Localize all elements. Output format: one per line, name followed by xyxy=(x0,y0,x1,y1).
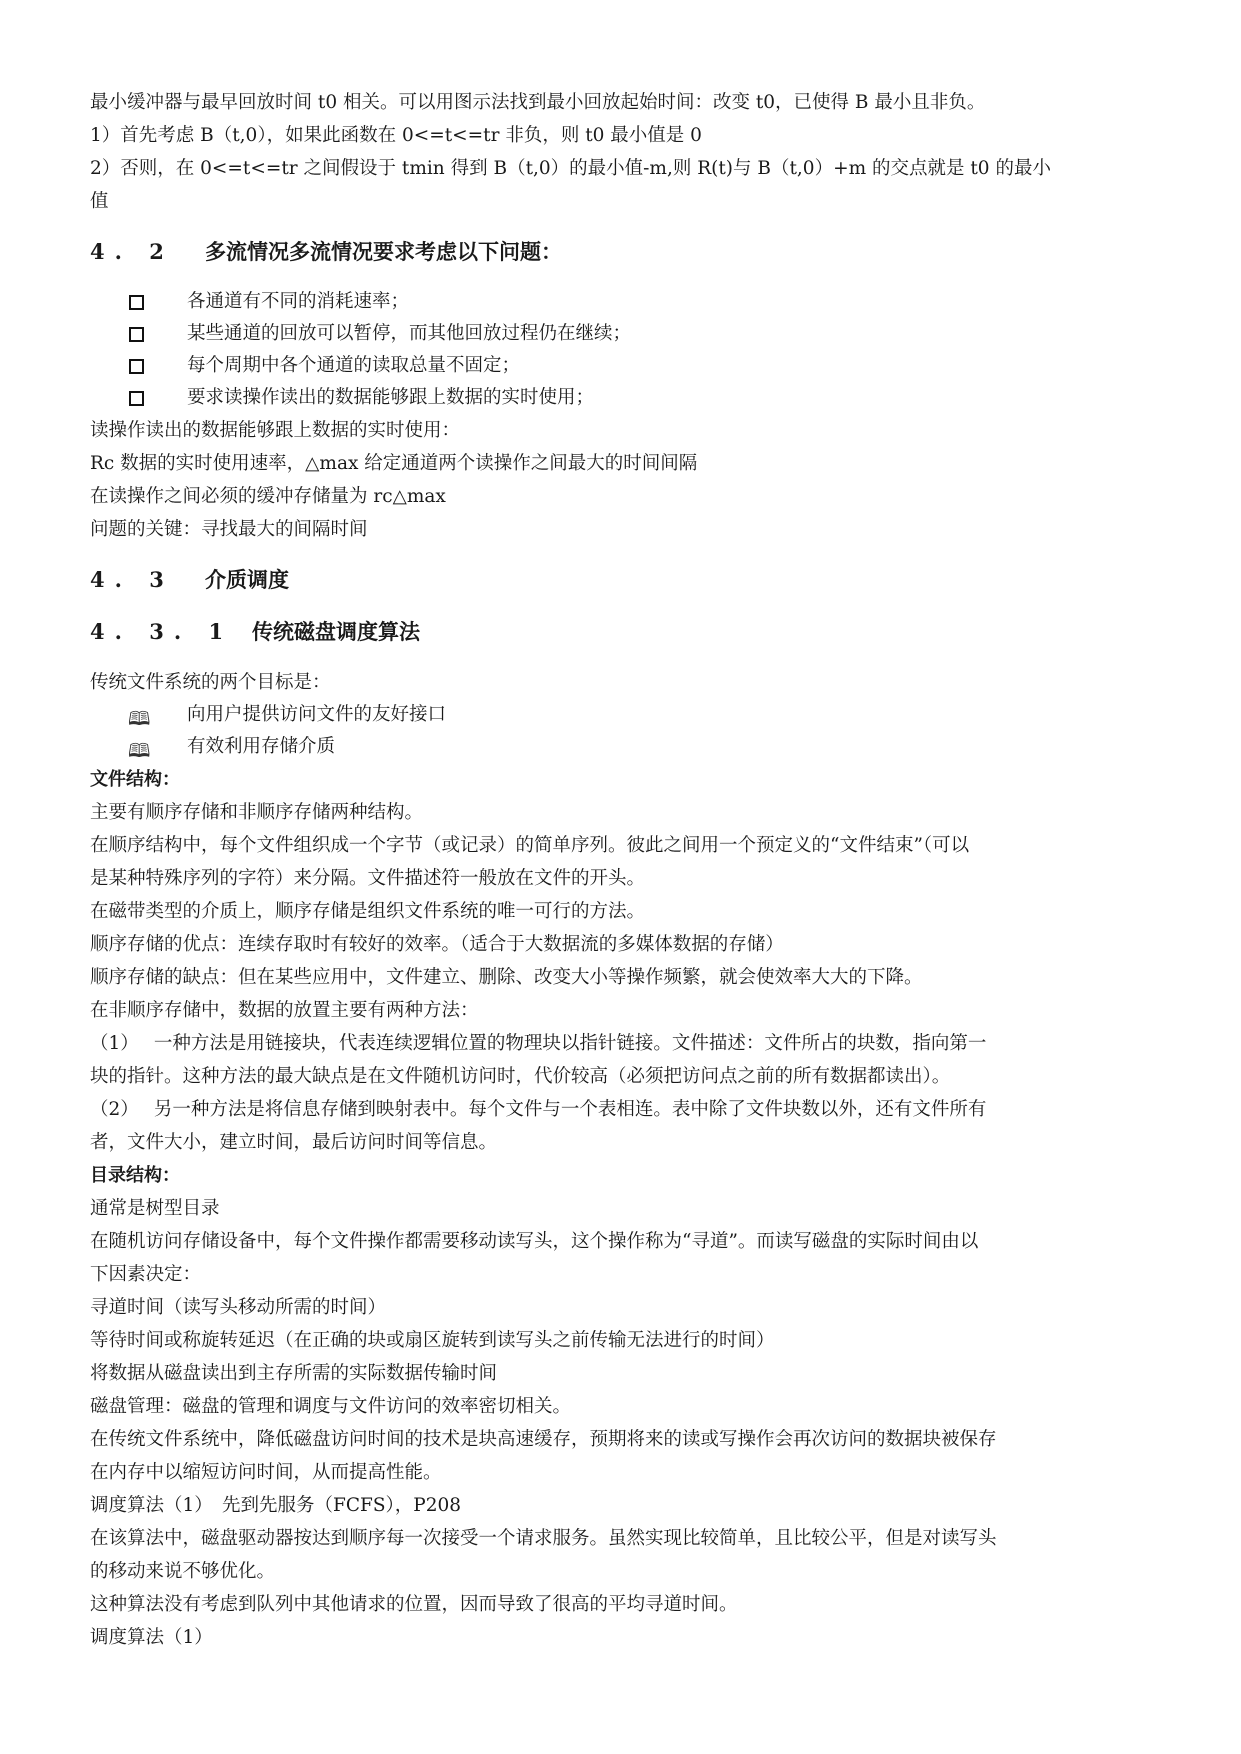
section-number: 4. 3. 1 xyxy=(90,619,234,644)
list-item xyxy=(90,731,1152,763)
paragraph: 在顺序结构中，每个文件组织成一个字节（或记录）的简单序列。彼此之间用一个预定义的“文件结束”（可以 xyxy=(90,835,970,856)
square-bullet-icon xyxy=(129,359,144,374)
list-item-text: 要求读操作读出的数据能够跟上数据的实时使用； xyxy=(187,387,595,408)
section-number: 4. 2 xyxy=(90,239,174,264)
section-title: 介质调度 xyxy=(205,567,289,592)
list-item-text: 某些通道的回放可以暂停，而其他回放过程仍在继续； xyxy=(187,323,632,344)
section-title: 多流情况多流情况要求考虑以下问题： xyxy=(205,239,562,264)
paragraph: 在随机访问存储设备中，每个文件操作都需要移动读写头，这个操作称为“寻道”。而读写磁盘的实际时间由以 xyxy=(90,1231,979,1252)
square-bullet-icon xyxy=(129,391,144,406)
square-bullet-icon xyxy=(129,295,144,310)
paragraph: Rc 数据的实时使用速率，△max 给定通道两个读操作之间最大的时间间隔 xyxy=(90,453,698,474)
list-item-text: 有效利用存储介质 xyxy=(187,736,336,757)
paragraph: 者，文件大小，建立时间，最后访问时间等信息。 xyxy=(90,1132,498,1153)
document-page xyxy=(90,86,1152,1654)
list-item xyxy=(90,286,1152,318)
section-number: 4. 3 xyxy=(90,567,174,592)
paragraph: 顺序存储的优点：连续存取时有较好的效率。（适合于大数据流的多媒体数据的存储） xyxy=(90,934,784,955)
intro-line-3: 2）否则，在 0<=t<=tr 之间假设于 tmin 得到 B（t,0）的最小值-m,则 R(t)与 B（t,0）+m 的交点就是 t0 的最小 xyxy=(90,158,1051,179)
paragraph: 在读操作之间必须的缓冲存储量为 rc△max xyxy=(90,486,446,507)
paragraph: 寻道时间（读写头移动所需的时间） xyxy=(90,1297,387,1318)
paragraph: 在该算法中，磁盘驱动器按达到顺序每一次接受一个请求服务。虽然实现比较简单，且比较公平，但是对读写头 xyxy=(90,1528,997,1549)
paragraph: 在磁带类型的介质上，顺序存储是组织文件系统的唯一可行的方法。 xyxy=(90,901,646,922)
book-icon: 🕮 xyxy=(128,708,151,730)
paragraph: 顺序存储的缺点：但在某些应用中，文件建立、删除、改变大小等操作频繁，就会使效率大大的下降。 xyxy=(90,967,923,988)
paragraph: 的移动来说不够优化。 xyxy=(90,1561,276,1582)
paragraph: 是某种特殊序列的字符）来分隔。文件描述符一般放在文件的开头。 xyxy=(90,868,646,889)
book-icon: 🕮 xyxy=(128,740,151,762)
paragraph: 下因素决定： xyxy=(90,1264,202,1285)
section-title: 传统磁盘调度算法 xyxy=(252,619,420,644)
section-4-2-heading xyxy=(90,234,1152,270)
intro-line-1: 最小缓冲器与最早回放时间 t0 相关。可以用图示法找到最小回放起始时间：改变 t0，已使得 B 最小且非负。 xyxy=(90,92,986,113)
paragraph: 调度算法（1） 先到先服务（FCFS），P208 xyxy=(90,1495,462,1516)
paragraph: 调度算法（1） xyxy=(90,1627,213,1648)
list-item-text: 每个周期中各个通道的读取总量不固定； xyxy=(187,355,521,376)
paragraph: 这种算法没有考虑到队列中其他请求的位置，因而导致了很高的平均寻道时间。 xyxy=(90,1594,738,1615)
list-item-text: 向用户提供访问文件的友好接口 xyxy=(187,704,447,725)
paragraph: 传统文件系统的两个目标是： xyxy=(90,672,331,693)
section-4-3-1-heading xyxy=(90,614,1152,650)
paragraph: （2） 另一种方法是将信息存储到映射表中。每个文件与一个表相连。表中除了文件块数以外，还有文件所有 xyxy=(90,1099,987,1120)
paragraph: 磁盘管理：磁盘的管理和调度与文件访问的效率密切相关。 xyxy=(90,1396,572,1417)
intro-line-2: 1）首先考虑 B（t,0），如果此函数在 0<=t<=tr 非负，则 t0 最小值是 0 xyxy=(90,125,702,146)
list-item xyxy=(90,699,1152,731)
list-item-text: 各通道有不同的消耗速率； xyxy=(187,291,410,312)
paragraph: 通常是树型目录 xyxy=(90,1198,220,1219)
paragraph: 等待时间或称旋转延迟（在正确的块或扇区旋转到读写头之前传输无法进行的时间） xyxy=(90,1330,775,1351)
list-item xyxy=(90,350,1152,382)
paragraph: 读操作读出的数据能够跟上数据的实时使用： xyxy=(90,420,461,441)
subheading-file-structure: 文件结构： xyxy=(90,769,180,790)
list-item xyxy=(90,318,1152,350)
paragraph: 主要有顺序存储和非顺序存储两种结构。 xyxy=(90,802,424,823)
paragraph: 问题的关键：寻找最大的间隔时间 xyxy=(90,519,368,540)
list-item xyxy=(90,382,1152,414)
section-4-3-heading xyxy=(90,562,1152,598)
square-bullet-icon xyxy=(129,327,144,342)
subheading-directory-structure: 目录结构： xyxy=(90,1165,180,1186)
paragraph: 块的指针。这种方法的最大缺点是在文件随机访问时，代价较高（必须把访问点之前的所有数据都读出）。 xyxy=(90,1066,951,1087)
paragraph: （1） 一种方法是用链接块，代表连续逻辑位置的物理块以指针链接。文件描述：文件所占的块数，指向第一 xyxy=(90,1033,987,1054)
paragraph: 在内存中以缩短访问时间，从而提高性能。 xyxy=(90,1462,442,1483)
paragraph: 将数据从磁盘读出到主存所需的实际数据传输时间 xyxy=(90,1363,498,1384)
intro-line-4: 值 xyxy=(90,191,109,212)
paragraph: 在传统文件系统中，降低磁盘访问时间的技术是块高速缓存，预期将来的读或写操作会再次访问的数据块被保存 xyxy=(90,1429,997,1450)
paragraph: 在非顺序存储中，数据的放置主要有两种方法： xyxy=(90,1000,479,1021)
